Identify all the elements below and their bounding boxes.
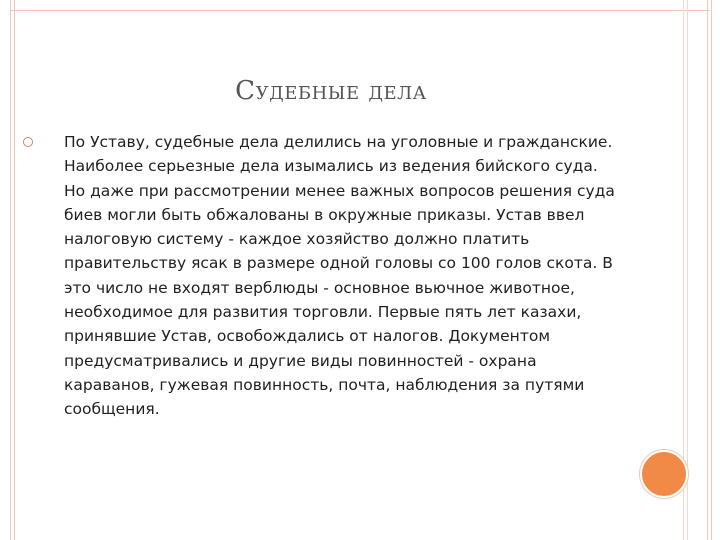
bullet-circle-icon	[23, 137, 33, 147]
frame-line-right-mid-b	[687, 0, 688, 540]
decorative-orange-circle	[640, 450, 688, 498]
frame-line-right-outer	[711, 0, 712, 540]
slide-body-text: По Уставу, судебные дела делились на уголовные и гражданские. Наиболее серьезные дела изымались из ведения бийского суда. Но даже при рассмотрении менее важных вопросов решения суда биев могли быть обжалованы в окружные приказы. Устав ввел налоговую систему - каждое хозяйство должно платить правительству ясак в размере одной головы со 100 голов скота. В это число не входят верблюды - основное вьючное животное, необходимое для развития торговли. Первые пять лет казахи, принявшие Устав, освобождались от налогов. Документом предусматривались и другие виды повинностей - охрана караванов, гужевая повинность, почта, наблюдения за путями сообщения.	[64, 133, 615, 419]
frame-line-top	[10, 10, 710, 11]
slide-title: Судебные дела	[235, 76, 427, 106]
frame-line-right-inner	[707, 0, 708, 540]
